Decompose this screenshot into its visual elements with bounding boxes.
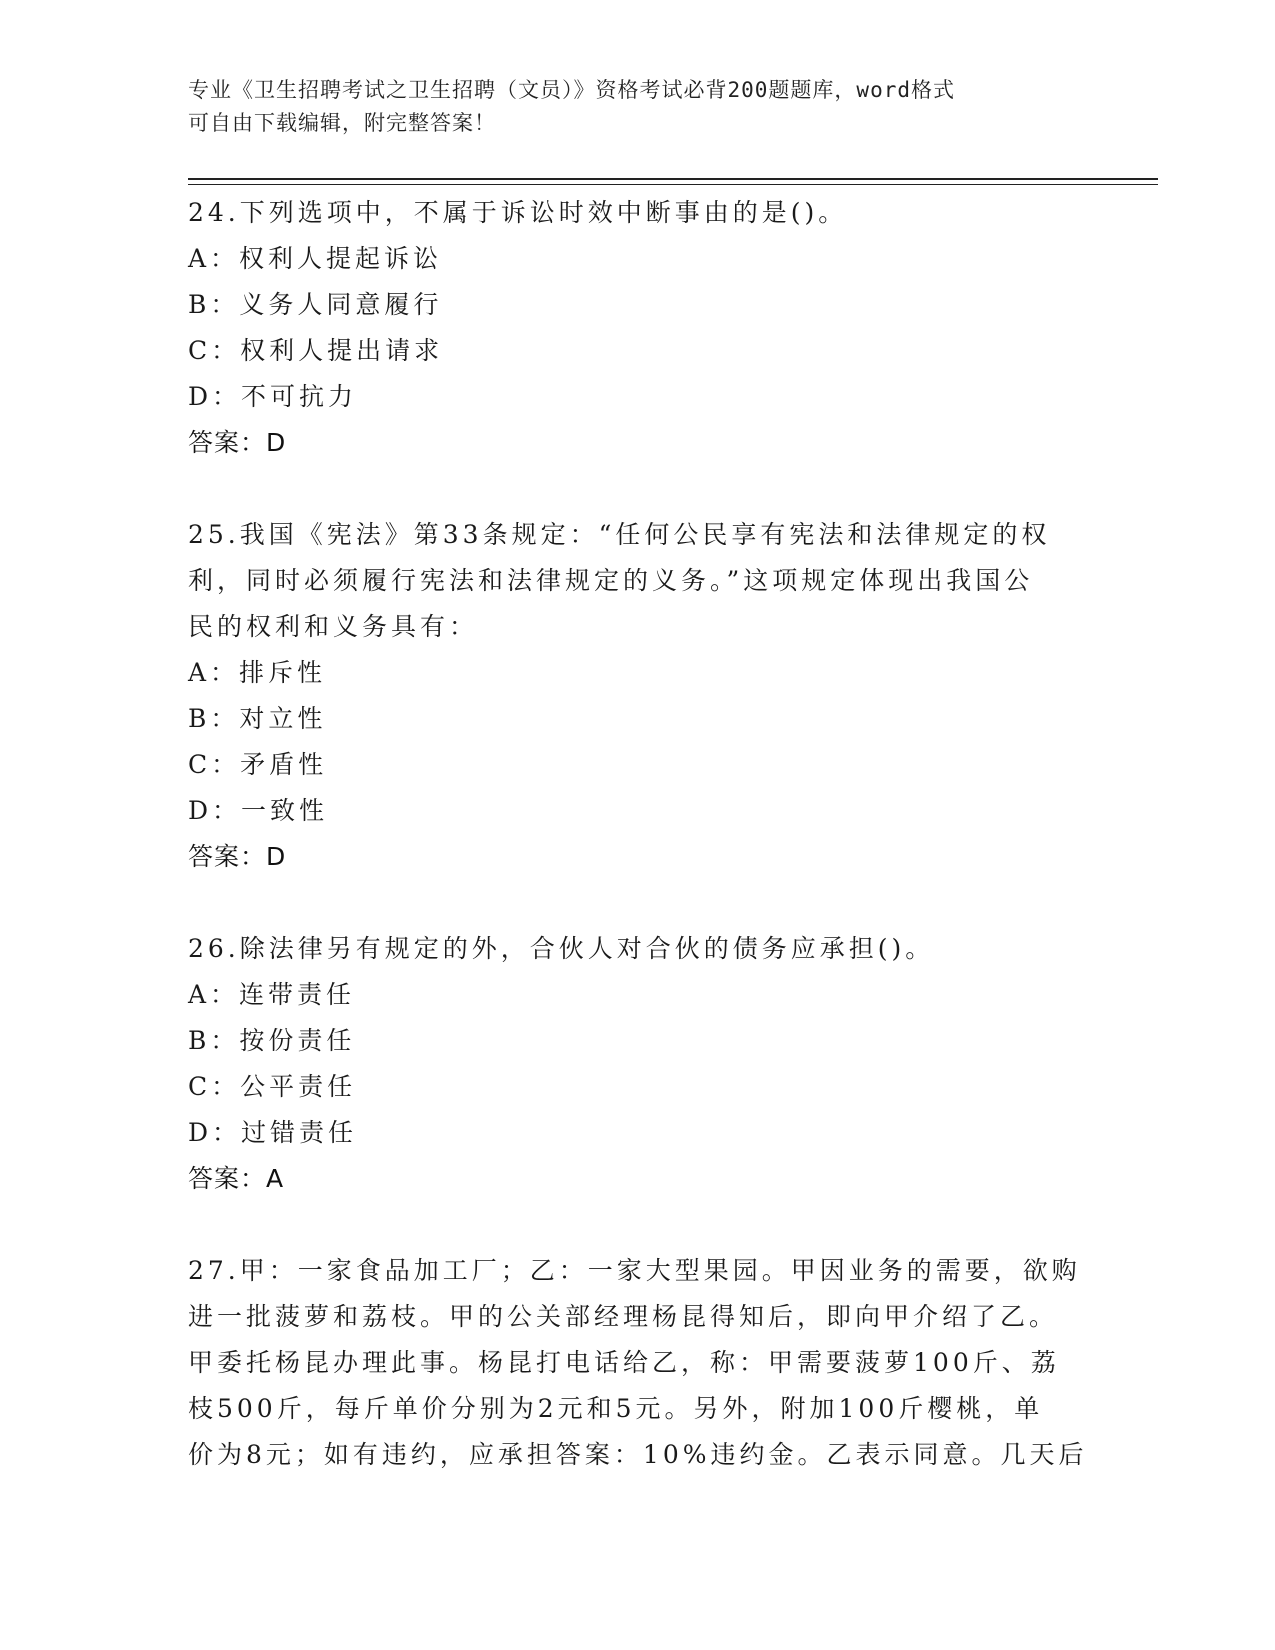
- option-c: C：公平责任: [188, 1072, 357, 1101]
- header-divider-thick: [188, 178, 1158, 180]
- answer: 答案：D: [188, 428, 287, 457]
- question-stem: 26.除法律另有规定的外，合伙人对合伙的债务应承担()。: [188, 934, 935, 963]
- option-b: B：对立性: [188, 704, 327, 733]
- header-line-1: 专业《卫生招聘考试之卫生招聘（文员）》资格考试必背200题题库，word格式: [188, 78, 955, 102]
- option-d: D：一致性: [188, 796, 329, 825]
- option-c: C：矛盾性: [188, 750, 328, 779]
- option-d: D：过错责任: [188, 1118, 358, 1147]
- option-a: A：权利人提起诉讼: [188, 244, 443, 273]
- question-stem: 枝500斤，每斤单价分别为2元和5元。另外，附加100斤樱桃，单: [188, 1394, 1044, 1423]
- spacer: [188, 466, 1088, 512]
- question-stem: 25.我国《宪法》第33条规定：“任何公民享有宪法和法律规定的权: [188, 520, 1051, 549]
- option-d: D：不可抗力: [188, 382, 358, 411]
- question-24: [188, 190, 1088, 466]
- question-26: [188, 926, 1088, 1202]
- option-a: A：排斥性: [188, 658, 327, 687]
- option-b: B：义务人同意履行: [188, 290, 443, 319]
- option-c: C：权利人提出请求: [188, 336, 444, 365]
- document-header: [188, 74, 1068, 140]
- spacer: [188, 880, 1088, 926]
- question-list: [188, 190, 1088, 1478]
- question-27: [188, 1248, 1088, 1478]
- question-stem: 24.下列选项中，不属于诉讼时效中断事由的是()。: [188, 198, 848, 227]
- answer: 答案：D: [188, 842, 287, 871]
- question-stem: 进一批菠萝和荔枝。甲的公关部经理杨昆得知后，即向甲介绍了乙。: [188, 1302, 1059, 1331]
- answer: 答案：A: [188, 1164, 285, 1193]
- option-b: B：按份责任: [188, 1026, 356, 1055]
- question-stem: 价为8元；如有违约，应承担答案：10%违约金。乙表示同意。几天后: [188, 1440, 1088, 1469]
- spacer: [188, 1202, 1088, 1248]
- question-25: [188, 512, 1088, 880]
- option-a: A：连带责任: [188, 980, 356, 1009]
- question-stem: 甲委托杨昆办理此事。杨昆打电话给乙，称：甲需要菠萝100斤、荔: [188, 1348, 1060, 1377]
- header-divider-thin: [188, 184, 1158, 185]
- question-stem: 27.甲：一家食品加工厂；乙：一家大型果园。甲因业务的需要，欲购: [188, 1256, 1081, 1285]
- header-line-2: 可自由下载编辑，附完整答案！: [188, 111, 496, 135]
- question-stem: 民的权利和义务具有：: [188, 612, 479, 641]
- question-stem: 利，同时必须履行宪法和法律规定的义务。”这项规定体现出我国公: [188, 566, 1034, 595]
